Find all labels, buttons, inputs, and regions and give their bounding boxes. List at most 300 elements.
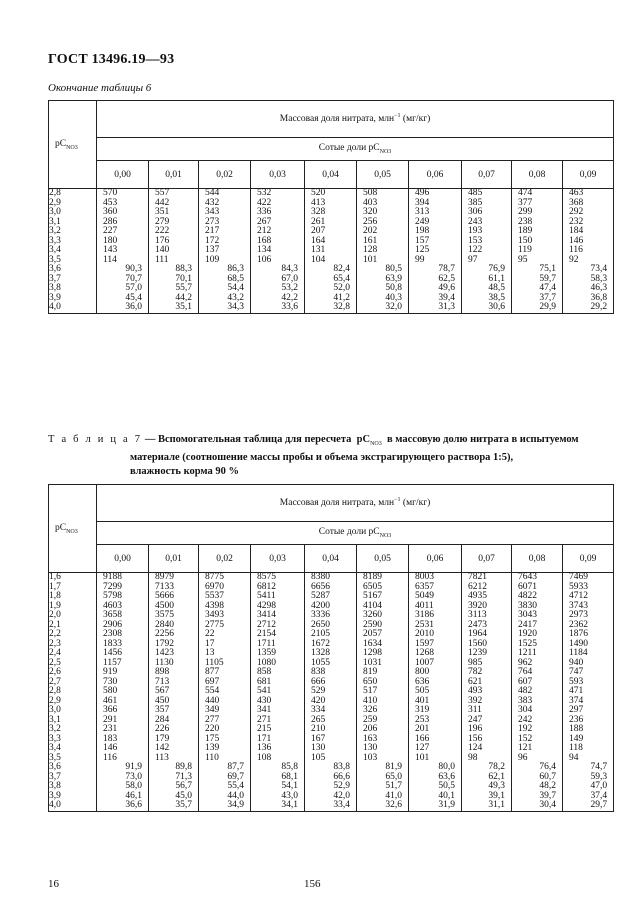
table-cell: 183	[103, 733, 118, 744]
table-cell: 242	[518, 714, 533, 725]
table-cell: 17	[205, 638, 215, 649]
mass-fraction-header: Массовая доля нитрата, млн$^{-1}$ (мг/кг)	[97, 485, 614, 522]
table-cell: 1792	[155, 638, 174, 649]
table-cell: 60,7	[539, 771, 556, 782]
value-column	[305, 573, 357, 812]
value-column	[563, 573, 614, 812]
table-cell: 36,6	[125, 800, 142, 810]
table-cell: 2308	[103, 629, 122, 639]
table-cell: 319	[415, 705, 430, 715]
row-key: 2,6	[49, 667, 61, 677]
table-cell: 7643	[518, 572, 537, 582]
table-cell: 6212	[468, 581, 487, 592]
table-cell: 299	[518, 207, 533, 217]
column-header: 0,06	[409, 545, 462, 573]
table-cell: 83,8	[333, 762, 350, 772]
table-cell: 334	[311, 705, 326, 715]
table-cell: 349	[205, 705, 220, 715]
column-header: 0,03	[251, 545, 305, 573]
table-cell: 31,3	[438, 302, 455, 312]
table-7-caption-line-3: влажность корма 90 %	[130, 466, 240, 477]
table-cell: 313	[415, 207, 430, 217]
table-cell: 413	[311, 197, 326, 208]
table-cell: 4935	[468, 591, 487, 601]
table-cell: 1359	[257, 648, 276, 658]
value-column	[512, 573, 563, 812]
row-key: 3,5	[49, 752, 61, 763]
table-cell: 80,5	[385, 264, 402, 274]
row-key: 3,3	[49, 235, 61, 246]
table-cell: 78,2	[488, 762, 505, 772]
table-cell: 106	[257, 254, 272, 265]
table-cell: 7133	[155, 581, 174, 592]
table-cell: 53,2	[281, 283, 298, 293]
table-cell: 43,0	[281, 790, 298, 801]
table-cell: 108	[257, 752, 272, 763]
table-cell: 152	[518, 733, 533, 744]
table-cell: 3743	[569, 600, 588, 611]
table-cell: 1560	[468, 638, 487, 649]
table-cell: 127	[415, 743, 430, 753]
table-cell: 5411	[257, 591, 276, 601]
table-cell: 265	[311, 714, 326, 725]
table-cell: 125	[415, 245, 430, 255]
table-cell: 1833	[103, 638, 122, 649]
table-cell: 86,3	[227, 264, 244, 274]
row-key: 1,8	[49, 591, 61, 601]
table-cell: 2840	[155, 619, 174, 630]
table-cell: 184	[569, 226, 584, 236]
table-cell: 259	[363, 714, 378, 725]
row-key: 3,3	[49, 733, 61, 744]
table-cell: 89,8	[175, 762, 192, 772]
table-cell: 5666	[155, 591, 174, 601]
table-cell: 320	[363, 207, 378, 217]
table-cell: 3658	[103, 610, 122, 620]
table-cell: 1211	[518, 648, 537, 658]
table-cell: 50,8	[385, 283, 402, 293]
table-cell: 51,7	[385, 781, 402, 791]
table-cell: 430	[257, 695, 272, 706]
row-key: 3,9	[49, 292, 61, 303]
table-cell: 351	[155, 207, 170, 217]
table-cell: 1105	[205, 657, 224, 668]
column-header: 0,09	[563, 545, 614, 573]
table-cell: 87,7	[227, 762, 244, 772]
value-column	[149, 573, 199, 812]
table-cell: 422	[257, 197, 272, 208]
table-cell: 32,0	[385, 302, 402, 312]
table-cell: 782	[468, 667, 483, 677]
table-cell: 1711	[257, 638, 276, 649]
row-key: 3,6	[49, 264, 61, 274]
table-cell: 858	[257, 667, 272, 677]
table-cell: 206	[363, 724, 378, 734]
table-cell: 877	[205, 667, 220, 677]
table-cell: 7299	[103, 581, 122, 592]
table-cell: 34,9	[227, 800, 244, 810]
table-cell: 4104	[363, 600, 382, 611]
table-cell: 277	[205, 714, 220, 725]
table-cell: 188	[569, 724, 584, 734]
row-key: 2,7	[49, 676, 61, 687]
table-cell: 1184	[569, 648, 588, 658]
table-cell: 192	[518, 724, 533, 734]
table-cell: 49,3	[488, 781, 505, 791]
table-cell: 166	[415, 733, 430, 744]
column-header: 0,07	[462, 545, 512, 573]
table-cell: 52,9	[333, 781, 350, 791]
table-cell: 1328	[311, 648, 330, 658]
table-cell: 74,7	[590, 762, 608, 772]
table-cell: 46,3	[590, 283, 608, 293]
row-key: 3,4	[49, 245, 61, 255]
table-cell: 76,9	[488, 264, 505, 274]
table-cell: 88,3	[175, 264, 192, 274]
table-cell: 101	[415, 752, 430, 763]
table-cell: 385	[468, 197, 483, 208]
table-cell: 189	[518, 226, 533, 236]
column-header: 0,06	[409, 161, 462, 189]
table-cell: 171	[257, 733, 272, 744]
table-cell: 34,1	[281, 800, 298, 810]
table-cell: 103	[363, 752, 378, 763]
value-column	[409, 189, 462, 314]
table-cell: 7821	[468, 572, 487, 582]
table-cell: 1080	[257, 657, 276, 668]
row-key: 3,7	[49, 771, 61, 782]
value-column	[97, 189, 149, 314]
table-cell: 163	[363, 733, 378, 744]
table-cell: 4011	[415, 600, 434, 611]
table-cell: 474	[518, 188, 533, 198]
row-key: 2,1	[49, 619, 61, 630]
mass-fraction-header: Массовая доля нитрата, млн$^{-1}$ (мг/кг)	[97, 101, 614, 138]
table-7-caption: Т а б л и ц а 7 — Вспомогательная таблица для пересчета $pC_{NO3}$ в массовую долю нитрата в испытуемом	[48, 434, 579, 448]
table-cell: 85,8	[281, 762, 298, 772]
table-cell: 403	[363, 197, 378, 208]
table-cell: 226	[155, 724, 170, 734]
table-cell: 71,3	[175, 771, 192, 782]
table-cell: 37,7	[539, 292, 556, 303]
table-cell: 35,7	[175, 800, 192, 810]
table-cell: 292	[569, 207, 584, 217]
column-header: 0,09	[563, 161, 614, 189]
table-cell: 279	[155, 216, 170, 227]
table-cell: 4822	[518, 591, 537, 601]
table-cell: 730	[103, 676, 118, 687]
table-cell: 273	[205, 216, 220, 227]
column-header: 0,00	[97, 161, 149, 189]
table-cell: 357	[155, 705, 170, 715]
table-cell: 4398	[205, 600, 224, 611]
row-key: 2,2	[49, 629, 61, 639]
table-cell: 146	[569, 235, 584, 246]
table-cell: 471	[569, 686, 584, 696]
table-cell: 29,2	[590, 302, 608, 312]
value-column	[357, 573, 409, 812]
pc-header: $pC_{NO3}$	[49, 485, 97, 573]
table-cell: 291	[103, 714, 118, 725]
table-cell: 3920	[468, 600, 487, 611]
table-cell: 65,0	[385, 771, 402, 782]
value-column	[251, 189, 305, 314]
table-cell: 366	[103, 705, 118, 715]
table-cell: 109	[205, 254, 220, 265]
column-header: 0,04	[305, 545, 357, 573]
table-cell: 202	[363, 226, 378, 236]
table-cell: 3260	[363, 610, 382, 620]
table-cell: 6656	[311, 581, 330, 592]
table-cell: 69,7	[227, 771, 244, 782]
table-cell: 6970	[205, 581, 224, 592]
row-key: 2,0	[49, 610, 61, 620]
column-header: 0,01	[149, 545, 199, 573]
hundredths-header: Сотые доли $pC_{NO3}$	[97, 138, 614, 161]
table-cell: 2531	[415, 619, 434, 630]
table-cell: 164	[311, 235, 326, 246]
hundredths-header: Сотые доли $pC_{NO3}$	[97, 522, 614, 545]
row-key-column	[49, 189, 97, 314]
table-cell: 104	[311, 254, 326, 265]
table-cell: 360	[103, 207, 118, 217]
table-cell: 4603	[103, 600, 122, 611]
table-cell: 62,1	[488, 771, 505, 782]
table-cell: 3336	[311, 610, 330, 620]
table-cell: 1031	[363, 657, 382, 668]
table-cell: 482	[518, 686, 533, 696]
table-cell: 47,4	[539, 283, 556, 293]
table-cell: 554	[205, 686, 220, 696]
table-cell: 54,4	[227, 283, 244, 293]
row-key: 4,0	[49, 302, 61, 312]
table-cell: 1055	[311, 657, 330, 668]
table-cell: 167	[311, 733, 326, 744]
table-cell: 232	[569, 216, 584, 227]
table-cell: 97	[468, 254, 478, 265]
table-cell: 3113	[468, 610, 487, 620]
table-cell: 150	[518, 235, 533, 246]
table-cell: 231	[103, 724, 118, 734]
table-cell: 153	[468, 235, 483, 246]
table-cell: 22	[205, 629, 215, 639]
table-cell: 463	[569, 188, 584, 198]
table-cell: 1672	[311, 638, 330, 649]
column-header: 0,04	[305, 161, 357, 189]
table-cell: 1298	[363, 648, 382, 658]
table-cell: 193	[468, 226, 483, 236]
table-cell: 57,0	[125, 283, 142, 293]
table-cell: 58,3	[590, 273, 608, 284]
table-cell: 34,3	[227, 302, 244, 312]
row-key: 1,7	[49, 581, 61, 592]
row-key: 2,8	[49, 686, 61, 696]
value-column	[357, 189, 409, 314]
table-cell: 1456	[103, 648, 122, 658]
table-cell: 56,7	[175, 781, 192, 791]
row-key: 2,5	[49, 657, 61, 668]
table-cell: 249	[415, 216, 430, 227]
table-cell: 985	[468, 657, 483, 668]
table-cell: 3043	[518, 610, 537, 620]
table-cell: 111	[155, 254, 169, 265]
table-cell: 517	[363, 686, 378, 696]
table-cell: 919	[103, 667, 118, 677]
table-cell: 666	[311, 676, 326, 687]
table-cell: 341	[257, 705, 272, 715]
table-cell: 1423	[155, 648, 174, 658]
table-cell: 63,6	[438, 771, 455, 782]
value-column	[462, 573, 512, 812]
table-cell: 567	[155, 686, 170, 696]
table-cell: 5049	[415, 591, 434, 601]
table-cell: 1920	[518, 629, 537, 639]
table-cell: 80,0	[438, 762, 455, 772]
table-cell: 198	[415, 226, 430, 236]
table-cell: 119	[518, 245, 532, 255]
table-cell: 33,4	[333, 800, 350, 810]
table-cell: 118	[569, 743, 583, 753]
table-cell: 210	[311, 724, 326, 734]
table-cell: 267	[257, 216, 272, 227]
value-column	[149, 189, 199, 314]
column-header: 0,05	[357, 545, 409, 573]
page-number-center: 156	[304, 878, 321, 890]
table-cell: 130	[311, 743, 326, 753]
table-cell: 41,2	[333, 292, 350, 303]
table-cell: 161	[363, 235, 378, 246]
table-cell: 284	[155, 714, 170, 725]
table-cell: 37,4	[590, 790, 608, 801]
table-cell: 75,1	[539, 264, 556, 274]
table-cell: 1964	[468, 629, 487, 639]
table-cell: 201	[415, 724, 430, 734]
table-cell: 46,1	[125, 790, 142, 801]
table-cell: 336	[257, 207, 272, 217]
table-cell: 3493	[205, 610, 224, 620]
row-key: 3,5	[49, 254, 61, 265]
table-cell: 39,1	[488, 790, 505, 801]
table-cell: 4712	[569, 591, 588, 601]
value-column	[462, 189, 512, 314]
table-cell: 227	[103, 226, 118, 236]
table-cell: 49,6	[438, 283, 455, 293]
table-cell: 149	[569, 733, 584, 744]
table-cell: 2105	[311, 629, 330, 639]
table-cell: 59,3	[590, 771, 608, 782]
table-cell: 1597	[415, 638, 434, 649]
table-cell: 38,5	[488, 292, 505, 303]
table-cell: 2590	[363, 619, 382, 630]
table-cell: 8979	[155, 572, 174, 582]
table-cell: 121	[518, 743, 533, 753]
table-cell: 2057	[363, 629, 382, 639]
table-cell: 9188	[103, 572, 122, 582]
value-column	[251, 573, 305, 812]
row-key: 3,1	[49, 714, 61, 725]
table-cell: 442	[155, 197, 170, 208]
table-cell: 179	[155, 733, 170, 744]
table-6	[48, 100, 614, 314]
table-cell: 7469	[569, 572, 588, 582]
table-cell: 2010	[415, 629, 434, 639]
table-cell: 1239	[468, 648, 487, 658]
table-cell: 98	[468, 752, 478, 763]
table-cell: 3414	[257, 610, 276, 620]
table-cell: 1130	[155, 657, 174, 668]
table-continuation-label: Окончание таблицы 6	[48, 82, 152, 94]
table-cell: 697	[205, 676, 220, 687]
table-cell: 485	[468, 188, 483, 198]
table-cell: 42,2	[281, 292, 298, 303]
value-column	[563, 189, 614, 314]
table-cell: 461	[103, 695, 118, 706]
table-cell: 508	[363, 188, 378, 198]
table-cell: 5798	[103, 591, 122, 601]
table-cell: 40,3	[385, 292, 402, 303]
column-header: 0,02	[199, 545, 251, 573]
table-cell: 271	[257, 714, 272, 725]
row-key: 2,9	[49, 695, 61, 706]
table-cell: 90,3	[125, 264, 142, 274]
table-cell: 142	[155, 743, 170, 753]
table-cell: 222	[155, 226, 170, 236]
table-cell: 306	[468, 207, 483, 217]
table-cell: 36,8	[590, 292, 608, 303]
table-cell: 42,0	[333, 790, 350, 801]
table-cell: 520	[311, 188, 326, 198]
table-cell: 8003	[415, 572, 434, 582]
table-7-caption-line-2: материале (соотношение массы пробы и объема экстрагирующего раствора 1:5),	[130, 452, 514, 463]
table-cell: 94	[569, 752, 579, 763]
table-cell: 1007	[415, 657, 434, 668]
column-header: 0,05	[357, 161, 409, 189]
table-cell: 6071	[518, 581, 537, 592]
row-key: 2,3	[49, 638, 61, 649]
table-cell: 2973	[569, 610, 588, 620]
row-key: 3,4	[49, 743, 61, 753]
table-cell: 374	[569, 695, 584, 706]
table-cell: 392	[468, 695, 483, 706]
column-header: 0,07	[462, 161, 512, 189]
table-cell: 1157	[103, 657, 122, 668]
table-cell: 41,0	[385, 790, 402, 801]
table-cell: 99	[415, 254, 425, 265]
table-cell: 410	[363, 695, 378, 706]
table-cell: 68,5	[227, 273, 244, 284]
table-cell: 432	[205, 197, 220, 208]
table-cell: 217	[205, 226, 220, 236]
table-cell: 180	[103, 235, 118, 246]
table-cell: 32,6	[385, 800, 402, 810]
table-cell: 236	[569, 714, 584, 725]
table-cell: 212	[257, 226, 272, 236]
row-key: 3,1	[49, 216, 61, 227]
table-cell: 140	[155, 245, 170, 255]
table-cell: 377	[518, 197, 533, 208]
value-column	[512, 189, 563, 314]
table-cell: 81,9	[385, 762, 402, 772]
table-cell: 172	[205, 235, 220, 246]
table-cell: 898	[155, 667, 170, 677]
table-cell: 1525	[518, 638, 537, 649]
table-cell: 394	[415, 197, 430, 208]
table-cell: 4200	[311, 600, 330, 611]
table-cell: 450	[155, 695, 170, 706]
column-header: 0,08	[512, 161, 563, 189]
table-cell: 2417	[518, 619, 537, 630]
row-key: 2,9	[49, 197, 61, 208]
